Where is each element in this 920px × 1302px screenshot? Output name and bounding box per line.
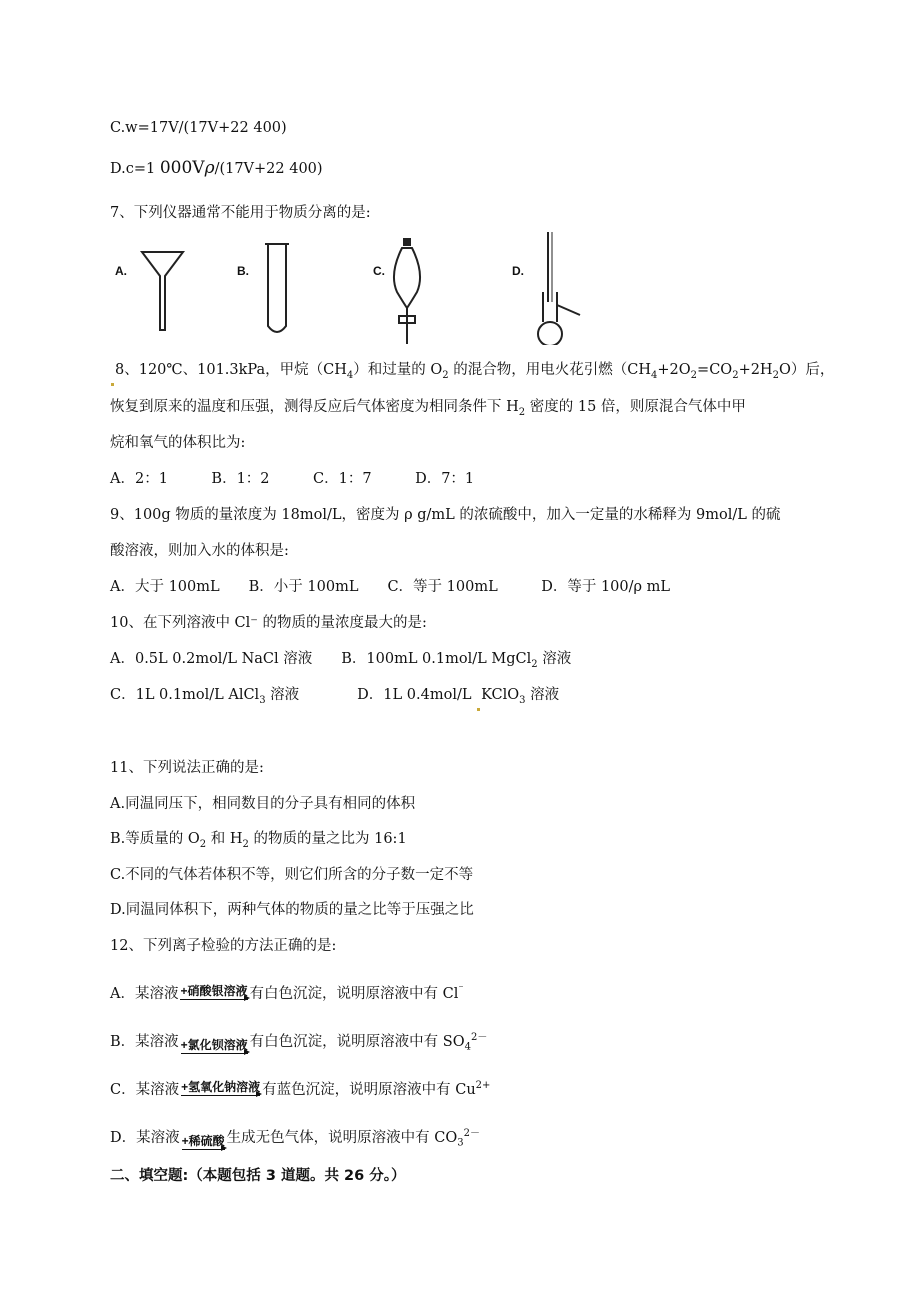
question-11-a: A.同温同压下，相同数目的分子具有相同的体积 (110, 796, 416, 812)
funnel-icon (138, 238, 188, 333)
reaction-arrow: +氢氧化钠溶液 (181, 1079, 261, 1094)
question-12: 12、下列离子检验的方法正确的是: (110, 938, 337, 954)
question-10-options-ab: A．0.5L 0.2mol/L NaCl 溶液 B．100mL 0.1mol/L MgCl$_2$ 溶液 (110, 651, 572, 670)
question-12-c: C．某溶液 +氢氧化钠溶液 有蓝色沉淀，说明原溶液中有 $Cu^{2+}$ (110, 1079, 491, 1098)
question-8-options: A．2：1 B．1：2 C．1：7 D．7：1 (110, 471, 475, 487)
question-9-options: A．大于 100mL B．小于 100mL C．等于 100mL D．等于 100/ρ mL (110, 579, 671, 595)
question-10: 10、在下列溶液中 Cl⁻ 的物质的量浓度最大的是: (110, 615, 427, 631)
question-12-d: D．某溶液 +稀硫酸 生成无色气体，说明原溶液中有 $CO_3^{2-}$ (110, 1124, 480, 1154)
question-11: 11、下列说法正确的是: (110, 760, 264, 776)
test-tube-icon (262, 240, 292, 340)
question-12-a: A．某溶液 +硝酸银溶液 有白色沉淀，说明原溶液中有 Cl⁻ (110, 983, 464, 1002)
question-10-options-cd: C．1L 0.1mol/L AlCl$_3$ 溶液 D．1L 0.4mol/L KClO$_3$ 溶液 (110, 685, 559, 711)
question-8-line-2: 恢复到原来的温度和压强，测得反应后气体密度为相同条件下 $H_2$ 密度的 15 倍，则原混合气体中甲 (110, 399, 746, 418)
reaction-arrow: +稀硫酸 (181, 1133, 225, 1148)
question-11-c: C.不同的气体若体积不等，则它们所含的分子数一定不等 (110, 867, 474, 883)
question-7: 7、下列仪器通常不能用于物质分离的是: (110, 205, 371, 221)
question-9-line-1: 9、100g 物质的量浓度为 18mol/L，密度为 ρ g/mL 的浓硫酸中，加入一定量的水稀释为 9mol/L 的硫 (110, 507, 781, 523)
question-8-line-1: 8、120℃、101.3kPa，甲烷$(CH_4)$和过量的 $O_2$ 的混合物，用电火花引燃$(CH_4+2O_2=CO_2+2H_2O)$后， (110, 360, 834, 386)
apparatus-label-b: B. (237, 264, 249, 278)
separatory-funnel-icon (385, 236, 430, 346)
option-6c: C.w=17V/(17V+22 400) (110, 120, 287, 136)
distillation-flask-icon (528, 230, 588, 345)
reaction-arrow: +氯化钡溶液 (180, 1037, 248, 1052)
reaction-arrow: +硝酸银溶液 (180, 983, 248, 998)
question-11-b: B.等质量的 $O_2$ 和 $H_2$ 的物质的量之比为 16:1 (110, 831, 407, 850)
apparatus-label-d: D. (512, 264, 524, 278)
question-9-line-2: 酸溶液，则加入水的体积是: (110, 543, 289, 559)
apparatus-label-a: A. (115, 264, 127, 278)
option-6d: D.c=1 000Vρ/(17V+22 400) (110, 158, 323, 178)
question-11-d: D.同温同体积下，两种气体的物质的量之比等于压强之比 (110, 902, 474, 918)
section-title-fill-in: 二、填空题:（本题包括 3 道题。共 26 分。） (110, 1168, 406, 1184)
apparatus-label-c: C. (373, 264, 385, 278)
question-8-line-3: 烷和氧气的体积比为: (110, 435, 246, 451)
question-12-b: B．某溶液 +氯化钡溶液 有白色沉淀，说明原溶液中有 $SO_4^{2-}$ (110, 1028, 487, 1058)
